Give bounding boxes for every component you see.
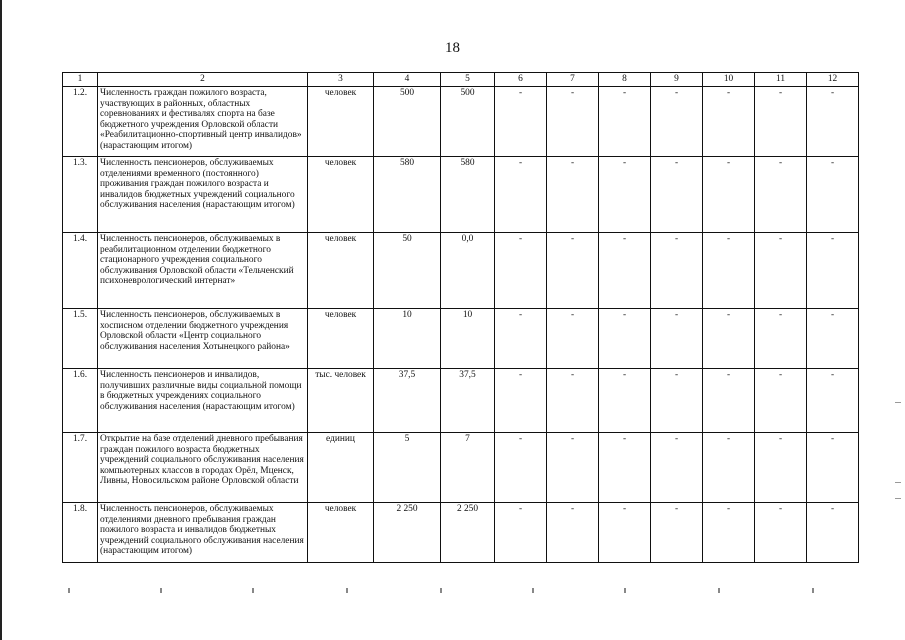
row-value-col6: - <box>495 433 547 503</box>
row-value-col12: - <box>807 157 859 233</box>
indicators-table <box>62 72 859 563</box>
row-value-col4: 5 <box>374 433 441 503</box>
page-number: 18 <box>445 40 460 56</box>
row-value-col7: - <box>547 369 599 433</box>
scan-dots <box>62 588 862 596</box>
row-value-col11: - <box>755 433 807 503</box>
header-cell: 3 <box>308 73 374 87</box>
row-value-col9: - <box>651 87 703 157</box>
row-value-col7: - <box>547 157 599 233</box>
row-description: Численность пенсионеров и инвалидов, получивших различные виды социальной помощи в бюджетных учреждениях социального обслуживания населения (нарастающим итогом) <box>98 369 308 433</box>
row-value-col9: - <box>651 503 703 563</box>
row-description: Численность пенсионеров, обслуживаемых в реабилитационном отделении бюджетного стационарного учреждения социального обслуживания Орловской области «Тельченский психоневрологический интернат» <box>98 233 308 309</box>
row-value-col8: - <box>599 309 651 369</box>
header-cell: 8 <box>599 73 651 87</box>
row-value-col10: - <box>703 503 755 563</box>
row-value-col11: - <box>755 233 807 309</box>
row-value-col7: - <box>547 87 599 157</box>
header-cell: 10 <box>703 73 755 87</box>
row-value-col10: - <box>703 87 755 157</box>
row-value-col12: - <box>807 503 859 563</box>
table-row <box>63 433 859 503</box>
row-unit: человек <box>308 157 374 233</box>
row-value-col11: - <box>755 503 807 563</box>
row-value-col11: - <box>755 309 807 369</box>
row-value-col12: - <box>807 233 859 309</box>
row-unit: единиц <box>308 433 374 503</box>
row-number: 1.6. <box>63 369 98 433</box>
table-row <box>63 87 859 157</box>
row-value-col12: - <box>807 87 859 157</box>
row-value-col12: - <box>807 433 859 503</box>
row-value-col7: - <box>547 309 599 369</box>
row-unit: человек <box>308 87 374 157</box>
row-value-col11: - <box>755 369 807 433</box>
row-value-col6: - <box>495 503 547 563</box>
header-cell: 9 <box>651 73 703 87</box>
row-value-col8: - <box>599 233 651 309</box>
row-value-col8: - <box>599 369 651 433</box>
row-value-col5: 10 <box>441 309 495 369</box>
row-value-col6: - <box>495 369 547 433</box>
row-value-col11: - <box>755 157 807 233</box>
table-row <box>63 309 859 369</box>
row-description: Численность пенсионеров, обслуживаемых в хосписном отделении бюджетного учреждения Орловской области «Центр социального обслуживания населения Хотынецкого района» <box>98 309 308 369</box>
row-value-col8: - <box>599 503 651 563</box>
header-cell: 4 <box>374 73 441 87</box>
scan-mark <box>895 402 901 403</box>
row-value-col10: - <box>703 369 755 433</box>
row-value-col5: 37,5 <box>441 369 495 433</box>
header-cell: 5 <box>441 73 495 87</box>
row-value-col5: 580 <box>441 157 495 233</box>
page-left-edge <box>0 0 2 640</box>
row-value-col6: - <box>495 157 547 233</box>
table-row <box>63 157 859 233</box>
row-unit: человек <box>308 309 374 369</box>
row-description: Открытие на базе отделений дневного пребывания граждан пожилого возраста бюджетных учреждений социального обслуживания населения компьютерных классов в городах Орёл, Мценск, Ливны, Новосильском районе Орловской области <box>98 433 308 503</box>
row-value-col4: 37,5 <box>374 369 441 433</box>
row-value-col5: 500 <box>441 87 495 157</box>
row-value-col5: 0,0 <box>441 233 495 309</box>
row-value-col4: 580 <box>374 157 441 233</box>
row-value-col12: - <box>807 369 859 433</box>
row-value-col4: 2 250 <box>374 503 441 563</box>
row-value-col8: - <box>599 157 651 233</box>
row-description: Численность пенсионеров, обслуживаемых отделениями дневного пребывания граждан пожилого возраста и инвалидов бюджетных учреждений социального обслуживания населения (нарастающим итогом) <box>98 503 308 563</box>
scan-mark <box>895 482 901 483</box>
table-row <box>63 503 859 563</box>
row-number: 1.3. <box>63 157 98 233</box>
row-value-col10: - <box>703 309 755 369</box>
row-value-col7: - <box>547 433 599 503</box>
row-value-col9: - <box>651 309 703 369</box>
row-value-col10: - <box>703 433 755 503</box>
row-value-col5: 2 250 <box>441 503 495 563</box>
row-value-col6: - <box>495 233 547 309</box>
row-value-col7: - <box>547 503 599 563</box>
row-value-col12: - <box>807 309 859 369</box>
row-value-col11: - <box>755 87 807 157</box>
row-value-col9: - <box>651 157 703 233</box>
row-value-col4: 500 <box>374 87 441 157</box>
row-value-col8: - <box>599 87 651 157</box>
table-row <box>63 369 859 433</box>
row-description: Численность пенсионеров, обслуживаемых отделениями временного (постоянного) проживания граждан пожилого возраста и инвалидов бюджетных учреждений социального обслуживания населения (нарастающим итогом) <box>98 157 308 233</box>
row-number: 1.2. <box>63 87 98 157</box>
table-header-row <box>63 73 859 87</box>
header-cell: 11 <box>755 73 807 87</box>
row-number: 1.4. <box>63 233 98 309</box>
row-value-col8: - <box>599 433 651 503</box>
row-number: 1.7. <box>63 433 98 503</box>
row-value-col4: 10 <box>374 309 441 369</box>
row-value-col5: 7 <box>441 433 495 503</box>
table-row <box>63 233 859 309</box>
row-value-col9: - <box>651 233 703 309</box>
scan-mark <box>895 498 901 499</box>
row-unit: человек <box>308 233 374 309</box>
header-cell: 7 <box>547 73 599 87</box>
row-value-col6: - <box>495 309 547 369</box>
header-cell: 12 <box>807 73 859 87</box>
row-value-col9: - <box>651 369 703 433</box>
row-number: 1.8. <box>63 503 98 563</box>
row-description: Численность граждан пожилого возраста, участвующих в районных, областных соревнованиях и фестивалях спорта на базе бюджетного учреждения Орловской области «Реабилитационно-спортивный центр инвалидов» (нарастающим итогом) <box>98 87 308 157</box>
row-value-col10: - <box>703 157 755 233</box>
row-value-col10: - <box>703 233 755 309</box>
header-cell: 1 <box>63 73 98 87</box>
header-cell: 2 <box>98 73 308 87</box>
row-value-col7: - <box>547 233 599 309</box>
row-value-col9: - <box>651 433 703 503</box>
row-value-col4: 50 <box>374 233 441 309</box>
row-unit: человек <box>308 503 374 563</box>
row-number: 1.5. <box>63 309 98 369</box>
row-value-col6: - <box>495 87 547 157</box>
row-unit: тыс. человек <box>308 369 374 433</box>
header-cell: 6 <box>495 73 547 87</box>
